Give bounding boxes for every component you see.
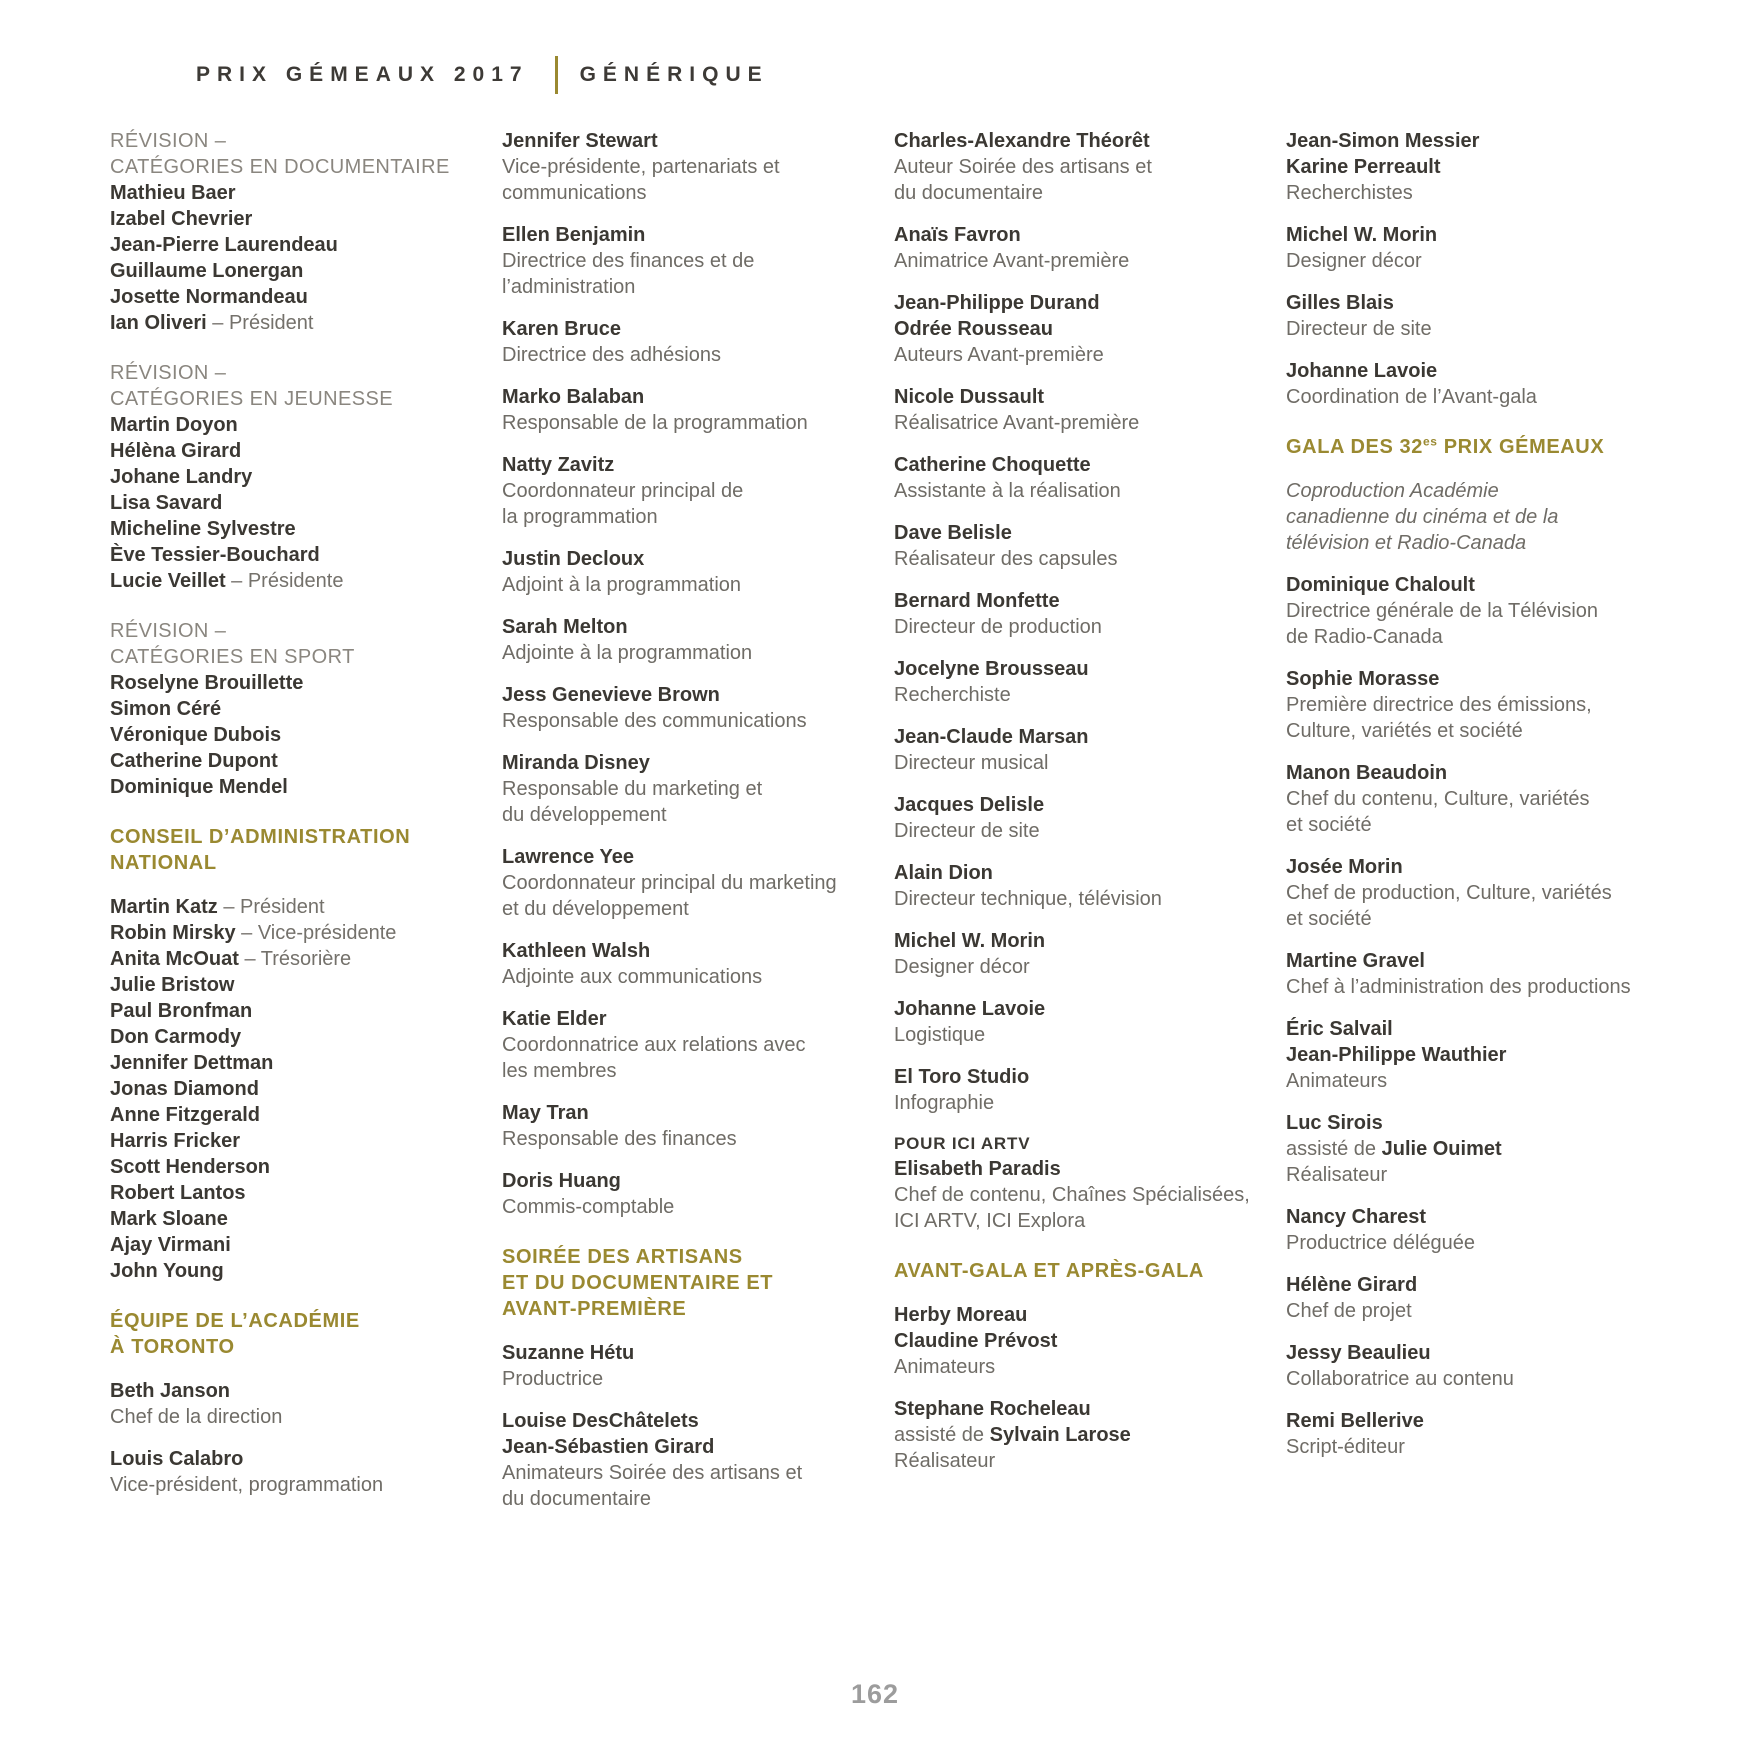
person-name: Catherine Choquette [894, 454, 1091, 476]
person-role: Directeur musical [894, 752, 1049, 774]
person-entry [894, 290, 1286, 368]
person-role: Assistante à la réalisation [894, 480, 1121, 502]
person-entry [1286, 1408, 1679, 1460]
person-name: Michel W. Morin [1286, 224, 1438, 246]
section-heading-line: ÉQUIPE DE L’ACADÉMIE [110, 1310, 360, 1332]
assist-prefix: assisté de [894, 1424, 990, 1446]
section-heading-line: ET DU DOCUMENTAIRE ET [502, 1272, 774, 1294]
person-name: Josée Morin [1286, 856, 1403, 878]
section-heading-line: CONSEIL D’ADMINISTRATION [110, 826, 411, 848]
person-name: Odrée Rousseau [894, 318, 1053, 340]
person-name: Elisabeth Paradis [894, 1158, 1061, 1180]
person-entry [1286, 666, 1679, 744]
heading-line: RÉVISION – [110, 620, 227, 642]
person-name: Sarah Melton [502, 616, 628, 638]
name-line [110, 1206, 502, 1232]
person-name: Michel W. Morin [894, 930, 1046, 952]
person-role: Recherchiste [894, 684, 1011, 706]
person-entry [894, 384, 1286, 436]
credits-column [110, 128, 502, 1514]
names-list [110, 894, 502, 1284]
person-name: Miranda Disney [502, 752, 650, 774]
person-entry [1286, 290, 1679, 342]
person-name: Micheline Sylvestre [110, 518, 296, 540]
person-name: Jacques Delisle [894, 794, 1045, 816]
credit-note: – Président [217, 896, 325, 918]
person-name: El Toro Studio [894, 1066, 1030, 1088]
person-name: Gilles Blais [1286, 292, 1394, 314]
person-role: Première directrice des émissions, [1286, 694, 1592, 716]
name-line [110, 206, 502, 232]
person-role: Directrice des adhésions [502, 344, 721, 366]
credits-column [894, 128, 1286, 1490]
person-role: Coordonnatrice aux relations avec [502, 1034, 806, 1056]
person-entry [894, 1302, 1286, 1380]
person-role: Animateurs Soirée des artisans et [502, 1462, 803, 1484]
name-line [110, 1024, 502, 1050]
person-entry [1286, 358, 1679, 410]
person-role: Collaboratrice au contenu [1286, 1368, 1514, 1390]
person-role: Directeur de production [894, 616, 1102, 638]
person-name: Anne Fitzgerald [110, 1104, 261, 1126]
heading-line: CATÉGORIES EN JEUNESSE [110, 388, 393, 410]
person-entry [502, 1340, 894, 1392]
person-entry [502, 614, 894, 666]
name-line [110, 542, 502, 568]
name-line [110, 920, 502, 946]
person-entry [1286, 1016, 1679, 1094]
person-role: Adjoint à la programmation [502, 574, 742, 596]
heading-line: canadienne du cinéma et de la [1286, 506, 1559, 528]
person-role: Directeur de site [1286, 318, 1432, 340]
person-role: Chef de la direction [110, 1406, 283, 1428]
person-name: Nicole Dussault [894, 386, 1045, 408]
italic-note [1286, 478, 1679, 556]
person-entry [502, 938, 894, 990]
person-role: Coordonnateur principal du marketing [502, 872, 837, 894]
person-name: Alain Dion [894, 862, 993, 884]
person-name: Éric Salvail [1286, 1018, 1393, 1040]
person-role: Infographie [894, 1092, 995, 1114]
person-role: Adjointe aux communications [502, 966, 763, 988]
person-name: Ève Tessier-Bouchard [110, 544, 320, 566]
person-name: Dominique Chaloult [1286, 574, 1475, 596]
person-role: Productrice [502, 1368, 604, 1390]
person-entry [502, 750, 894, 828]
person-entry [502, 452, 894, 530]
name-line [110, 258, 502, 284]
person-role: Designer décor [1286, 250, 1422, 272]
person-name: Katie Elder [502, 1008, 607, 1030]
person-name: Suzanne Hétu [502, 1342, 635, 1364]
person-name: Stephane Rocheleau [894, 1398, 1091, 1420]
person-role: Vice-présidente, partenariats et [502, 156, 780, 178]
category-subheading [110, 128, 502, 180]
name-line [110, 748, 502, 774]
person-name: Beth Janson [110, 1380, 231, 1402]
name-line [110, 1076, 502, 1102]
person-name: Paul Bronfman [110, 1000, 253, 1022]
person-name: Jean-Sébastien Girard [502, 1436, 715, 1458]
person-entry [502, 128, 894, 206]
person-name: Dave Belisle [894, 522, 1012, 544]
name-line [110, 670, 502, 696]
person-role: et du développement [502, 898, 689, 920]
person-role: Directrice des finances et de [502, 250, 755, 272]
person-name: Roselyne Brouillette [110, 672, 304, 694]
section-heading-line: GALA DES $32^{es}$ PRIX GÉMEAUX [1286, 434, 1605, 458]
page-header [196, 56, 769, 94]
person-entry [1286, 948, 1679, 1000]
person-entry [894, 520, 1286, 572]
person-name: Hélèna Girard [110, 440, 242, 462]
person-name: Kathleen Walsh [502, 940, 651, 962]
names-list [110, 670, 502, 800]
person-role: de Radio-Canada [1286, 626, 1443, 648]
person-name: Jean-Claude Marsan [894, 726, 1089, 748]
person-role: Directeur technique, télévision [894, 888, 1162, 910]
assist-line [1286, 1136, 1679, 1162]
credits-column [1286, 128, 1679, 1476]
person-entry [1286, 128, 1679, 206]
person-name: Manon Beaudoin [1286, 762, 1448, 784]
person-entry [894, 928, 1286, 980]
person-name: Martin Doyon [110, 414, 238, 436]
person-kicker: POUR ICI ARTV [894, 1134, 1031, 1153]
name-line [110, 774, 502, 800]
person-name: Lawrence Yee [502, 846, 634, 868]
person-role: Designer décor [894, 956, 1030, 978]
person-name: Karine Perreault [1286, 156, 1441, 178]
name-line [110, 284, 502, 310]
person-name: Remi Bellerive [1286, 1410, 1424, 1432]
person-name: Guillaume Lonergan [110, 260, 304, 282]
person-name: Jonas Diamond [110, 1078, 259, 1100]
person-name: Justin Decloux [502, 548, 645, 570]
name-line [110, 180, 502, 206]
person-role: Chef de projet [1286, 1300, 1412, 1322]
section-heading-line: SOIRÉE DES ARTISANS [502, 1246, 743, 1268]
person-name: Jennifer Stewart [502, 130, 658, 152]
person-entry [1286, 1110, 1679, 1188]
person-role: Réalisatrice Avant-première [894, 412, 1140, 434]
person-name: Natty Zavitz [502, 454, 615, 476]
person-role: et société [1286, 814, 1372, 836]
person-entry [502, 384, 894, 436]
person-name: Jean-Philippe Durand [894, 292, 1100, 314]
person-entry [1286, 760, 1679, 838]
credit-note: – Président [206, 312, 314, 334]
heading-line: télévision et Radio-Canada [1286, 532, 1527, 554]
person-name: Mark Sloane [110, 1208, 228, 1230]
person-name: Simon Céré [110, 698, 222, 720]
person-name: Martin Katz [110, 896, 218, 918]
name-line [110, 568, 502, 594]
section-heading-line: AVANT-PREMIÈRE [502, 1298, 687, 1320]
name-line [110, 972, 502, 998]
person-role: Commis-comptable [502, 1196, 675, 1218]
heading-line: RÉVISION – [110, 362, 227, 384]
person-name: Bernard Monfette [894, 590, 1060, 612]
person-name: Jennifer Dettman [110, 1052, 274, 1074]
section-heading-line: NATIONAL [110, 852, 217, 874]
person-entry [1286, 222, 1679, 274]
person-name: Johanne Lavoie [1286, 360, 1438, 382]
person-name: Ajay Virmani [110, 1234, 231, 1256]
person-name: Claudine Prévost [894, 1330, 1058, 1352]
person-role: Auteurs Avant-première [894, 344, 1104, 366]
person-entry [1286, 854, 1679, 932]
names-list [110, 412, 502, 594]
person-role: Chef à l’administration des productions [1286, 976, 1631, 998]
credits-column [502, 128, 894, 1528]
page-number: 162 [850, 1679, 900, 1709]
person-name: Jean-Philippe Wauthier [1286, 1044, 1507, 1066]
person-role: communications [502, 182, 647, 204]
person-name: Robert Lantos [110, 1182, 246, 1204]
person-name: Nancy Charest [1286, 1206, 1427, 1228]
person-role: Animateurs [894, 1356, 996, 1378]
person-name: Charles-Alexandre Théorêt [894, 130, 1150, 152]
person-name: Robin Mirsky [110, 922, 236, 944]
person-entry [502, 1408, 894, 1512]
person-role: Script-éditeur [1286, 1436, 1405, 1458]
section-heading-line: AVANT-GALA ET APRÈS-GALA [894, 1260, 1204, 1282]
person-name: Louis Calabro [110, 1448, 244, 1470]
person-entry [894, 792, 1286, 844]
person-entry [894, 656, 1286, 708]
name-line [110, 516, 502, 542]
name-line [110, 1180, 502, 1206]
name-line [110, 232, 502, 258]
name-line [110, 946, 502, 972]
assist-prefix: assisté de [1286, 1138, 1382, 1160]
person-name: Josette Normandeau [110, 286, 308, 308]
names-list [110, 180, 502, 336]
person-role: Adjointe à la programmation [502, 642, 753, 664]
person-name: Herby Moreau [894, 1304, 1028, 1326]
person-role: Animateurs [1286, 1070, 1388, 1092]
person-name: Scott Henderson [110, 1156, 271, 1178]
person-name: Jessy Beaulieu [1286, 1342, 1431, 1364]
person-role: Réalisateur [1286, 1164, 1388, 1186]
person-name: Jean-Simon Messier [1286, 130, 1480, 152]
person-role: Responsable des communications [502, 710, 807, 732]
person-role: Réalisateur des capsules [894, 548, 1118, 570]
person-name: Johanne Lavoie [894, 998, 1046, 1020]
person-role: ICI ARTV, ICI Explora [894, 1210, 1086, 1232]
person-entry [894, 128, 1286, 206]
person-entry [1286, 1340, 1679, 1392]
person-entry [110, 1378, 502, 1430]
person-role: Responsable du marketing et [502, 778, 763, 800]
person-entry [894, 1132, 1286, 1234]
header-divider [555, 56, 558, 94]
person-entry [894, 1064, 1286, 1116]
person-entry [894, 588, 1286, 640]
person-entry [1286, 1272, 1679, 1324]
name-line [110, 998, 502, 1024]
person-name: Jocelyne Brousseau [894, 658, 1089, 680]
person-role: du documentaire [894, 182, 1043, 204]
name-line [110, 464, 502, 490]
person-entry [110, 1446, 502, 1498]
name-line [110, 894, 502, 920]
section-heading [110, 824, 502, 876]
person-role: Vice-président, programmation [110, 1474, 384, 1496]
person-name: Luc Sirois [1286, 1112, 1383, 1134]
section-heading [110, 1308, 502, 1360]
name-line [110, 722, 502, 748]
credit-note: – Présidente [225, 570, 344, 592]
heading-line: Coproduction Académie [1286, 480, 1499, 502]
category-subheading [110, 618, 502, 670]
section-heading-line: À TORONTO [110, 1336, 235, 1358]
person-name: Sylvain Larose [989, 1424, 1131, 1446]
person-name: Marko Balaban [502, 386, 645, 408]
person-name: Johane Landry [110, 466, 253, 488]
person-name: Julie Ouimet [1381, 1138, 1502, 1160]
header-title-left: PRIX GÉMEAUX 2017 [196, 63, 529, 86]
person-role: l’administration [502, 276, 636, 298]
person-name: Dominique Mendel [110, 776, 288, 798]
person-role: Réalisateur [894, 1450, 996, 1472]
person-role: Auteur Soirée des artisans et [894, 156, 1152, 178]
person-name: Louise DesChâtelets [502, 1410, 699, 1432]
name-line [110, 310, 502, 336]
person-name: Julie Bristow [110, 974, 235, 996]
person-entry [502, 316, 894, 368]
person-name: Lisa Savard [110, 492, 223, 514]
name-line [110, 1258, 502, 1284]
credit-note: – Vice-présidente [235, 922, 397, 944]
name-line [110, 1232, 502, 1258]
person-entry [502, 1006, 894, 1084]
person-entry [502, 1168, 894, 1220]
person-name: Karen Bruce [502, 318, 621, 340]
person-name: John Young [110, 1260, 224, 1282]
name-line [110, 490, 502, 516]
person-role: Coordonnateur principal de [502, 480, 744, 502]
heading-line: CATÉGORIES EN DOCUMENTAIRE [110, 156, 450, 178]
person-entry [1286, 572, 1679, 650]
credits-columns [110, 128, 1679, 1528]
person-role: Coordination de l’Avant-gala [1286, 386, 1537, 408]
credit-note: – Trésorière [238, 948, 352, 970]
person-name: Ellen Benjamin [502, 224, 646, 246]
person-entry [894, 724, 1286, 776]
name-line [110, 1128, 502, 1154]
person-name: Anaïs Favron [894, 224, 1021, 246]
name-line [110, 1154, 502, 1180]
person-role: Recherchistes [1286, 182, 1413, 204]
person-entry [502, 222, 894, 300]
person-role: Chef de production, Culture, variétés [1286, 882, 1612, 904]
person-role: Productrice déléguée [1286, 1232, 1476, 1254]
assist-line [894, 1422, 1286, 1448]
person-name: Doris Huang [502, 1170, 621, 1192]
person-entry [894, 860, 1286, 912]
person-entry [894, 1396, 1286, 1474]
person-name: Mathieu Baer [110, 182, 236, 204]
header-title-right: GÉNÉRIQUE [579, 63, 769, 86]
category-subheading [110, 360, 502, 412]
person-name: Hélène Girard [1286, 1274, 1418, 1296]
person-entry [894, 452, 1286, 504]
person-name: Véronique Dubois [110, 724, 282, 746]
person-name: Sophie Morasse [1286, 668, 1440, 690]
section-heading [1286, 434, 1679, 460]
person-entry [894, 222, 1286, 274]
person-entry [1286, 1204, 1679, 1256]
person-role: et société [1286, 908, 1372, 930]
name-line [110, 696, 502, 722]
person-name: May Tran [502, 1102, 589, 1124]
person-name: Jess Genevieve Brown [502, 684, 720, 706]
name-line [110, 1050, 502, 1076]
person-name: Anita McOuat [110, 948, 239, 970]
person-name: Don Carmody [110, 1026, 242, 1048]
section-heading [894, 1258, 1286, 1284]
person-name: Ian Oliveri [110, 312, 207, 334]
person-role: Animatrice Avant-première [894, 250, 1130, 272]
person-name: Martine Gravel [1286, 950, 1425, 972]
person-role: Logistique [894, 1024, 986, 1046]
person-name: Lucie Veillet [110, 570, 226, 592]
person-role: Responsable de la programmation [502, 412, 808, 434]
person-role: Directeur de site [894, 820, 1040, 842]
person-role: les membres [502, 1060, 617, 1082]
person-name: Harris Fricker [110, 1130, 241, 1152]
person-role: la programmation [502, 506, 658, 528]
person-role: Culture, variétés et société [1286, 720, 1523, 742]
person-role: Chef du contenu, Culture, variétés [1286, 788, 1590, 810]
name-line [110, 1102, 502, 1128]
name-line [110, 438, 502, 464]
person-name: Catherine Dupont [110, 750, 278, 772]
person-role: Responsable des finances [502, 1128, 737, 1150]
heading-line: RÉVISION – [110, 130, 227, 152]
person-name: Izabel Chevrier [110, 208, 253, 230]
person-name: Jean-Pierre Laurendeau [110, 234, 338, 256]
person-entry [502, 546, 894, 598]
person-role: Chef de contenu, Chaînes Spécialisées, [894, 1184, 1250, 1206]
section-heading [502, 1244, 894, 1322]
person-entry [502, 1100, 894, 1152]
heading-line: CATÉGORIES EN SPORT [110, 646, 355, 668]
person-entry [502, 682, 894, 734]
person-entry [502, 844, 894, 922]
person-role: du documentaire [502, 1488, 651, 1510]
name-line [110, 412, 502, 438]
person-role: Directrice générale de la Télévision [1286, 600, 1599, 622]
superscript-text: es [1423, 434, 1438, 449]
person-entry [894, 996, 1286, 1048]
person-role: du développement [502, 804, 667, 826]
